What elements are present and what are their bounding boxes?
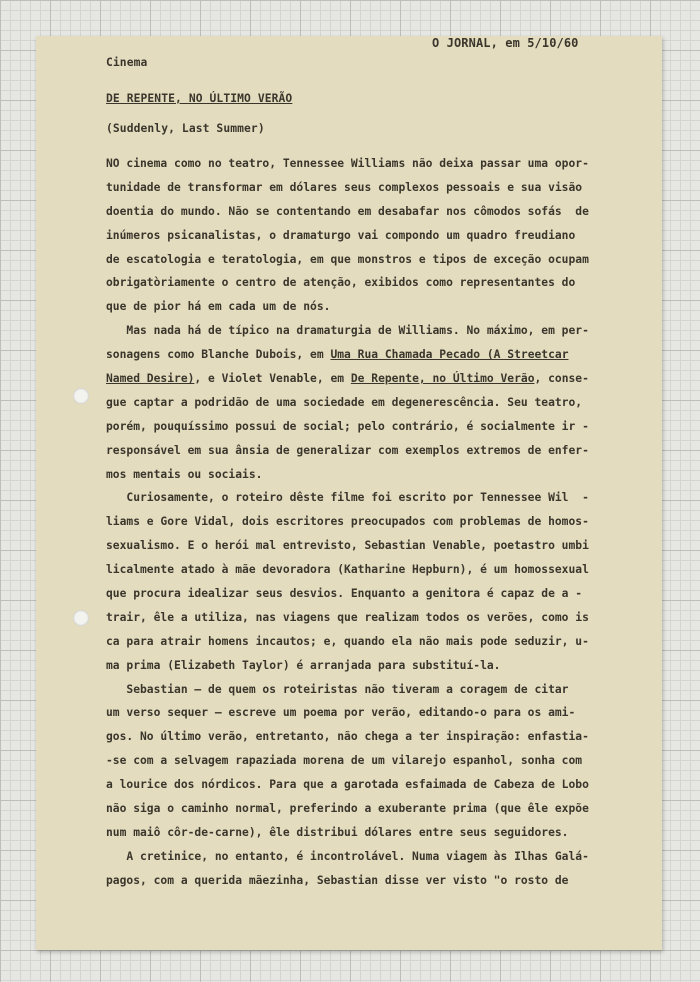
body-line — [106, 678, 646, 702]
body-text: não siga o caminho normal, preferindo a exuberante prima (que êle expõe — [106, 802, 589, 816]
body-line — [106, 224, 646, 248]
body-text: mos mentais ou sociais. — [106, 467, 263, 481]
body-line — [106, 558, 646, 582]
body-text: sonagens como Blanche Dubois, em — [106, 348, 331, 362]
body-line — [106, 749, 646, 773]
body-line — [106, 415, 646, 439]
body-text: licalmente atado à mãe devoradora (Katharine Hepburn), é um homossexual — [106, 563, 589, 577]
body-line — [106, 439, 646, 463]
body-line — [106, 176, 646, 200]
body-line — [106, 248, 646, 272]
underlined-film-title: De Repente, no Último Verão — [350, 372, 535, 386]
punch-hole — [73, 388, 89, 404]
body-line — [106, 701, 646, 725]
body-text: trair, êle a utiliza, nas viagens que realizam todos os verões, como is — [106, 610, 589, 624]
body-line — [106, 295, 646, 319]
body-text: doentia do mundo. Não se contentando em desabafar nos cômodos sofás de — [106, 204, 589, 218]
body-line — [106, 200, 646, 224]
body-line — [106, 630, 646, 654]
body-text: obrigatòriamente o centro de atenção, exibidos como representantes do — [106, 276, 576, 290]
body-line — [106, 367, 646, 391]
body-text: Sebastian — de quem os roteiristas não tiveram a coragem de citar — [106, 682, 569, 696]
newspaper-date-header: O JORNAL, em 5/10/60 — [432, 36, 579, 50]
body-text: liams e Gore Vidal, dois escritores preocupados com problemas de homos- — [106, 515, 589, 529]
body-line — [106, 271, 646, 295]
body-text: de escatologia e teratologia, em que monstros e tipos de exceção ocupam — [106, 252, 589, 266]
body-line — [106, 152, 646, 176]
original-title: (Suddenly, Last Summer) — [106, 122, 265, 135]
body-text: pagos, com a querida mãezinha, Sebastian disse ver visto "o rosto de — [106, 873, 569, 887]
body-text: , e Violet Venable, em — [194, 372, 351, 386]
body-text: gos. No último verão, entretanto, não chega a ter inspiração: enfastia- — [106, 730, 589, 744]
body-line — [106, 821, 646, 845]
body-text: que procura idealizar seus desvios. Enquanto a genitora é capaz de a - — [106, 587, 583, 601]
body-line — [106, 797, 646, 821]
underlined-film-title: Uma Rua Chamada Pecado (A Streetcar — [330, 348, 569, 362]
body-text: , conse- — [534, 372, 589, 386]
body-text: responsável em sua ânsia de generalizar com exemplos extremos de enfer- — [106, 443, 589, 457]
body-text: Mas nada há de típico na dramaturgia de Williams. No máximo, em per- — [106, 324, 589, 338]
punch-hole — [73, 610, 89, 626]
body-line — [106, 654, 646, 678]
section-label: Cinema — [106, 56, 148, 69]
body-line — [106, 773, 646, 797]
body-text: que de pior há em cada um de nós. — [106, 300, 331, 314]
body-text: NO cinema como no teatro, Tennessee Williams não deixa passar uma opor- — [106, 157, 589, 170]
body-text: inúmeros psicanalistas, o dramaturgo vai compondo um quadro freudiano — [106, 228, 576, 242]
body-line — [106, 510, 646, 534]
typed-page — [36, 36, 662, 950]
body-text: Curiosamente, o roteiro dêste filme foi escrito por Tennessee Wil - — [106, 491, 589, 505]
body-text: sexualismo. E o herói mal entrevisto, Sebastian Venable, poetastro umbi — [106, 539, 589, 553]
body-text: ca para atrair homens incautos; e, quando ela não mais pode seduzir, u- — [106, 634, 589, 648]
body-text: um verso sequer — escreve um poema por verão, editando-o para os ami- — [106, 706, 576, 720]
body-line — [106, 606, 646, 630]
body-text: porém, pouquíssimo possui de social; pelo contrário, é socialmente ir - — [106, 419, 589, 433]
body-text: -se com a selvagem rapaziada morena de um vilarejo espanhol, sonha com — [106, 754, 583, 768]
body-text: A cretinice, no entanto, é incontrolável. Numa viagem às Ilhas Galá- — [106, 849, 589, 863]
body-line — [106, 869, 646, 893]
body-line — [106, 534, 646, 558]
body-line — [106, 319, 646, 343]
body-line — [106, 463, 646, 487]
body-line — [106, 582, 646, 606]
article-body — [106, 152, 646, 893]
body-line — [106, 486, 646, 510]
body-line — [106, 725, 646, 749]
body-text: ma prima (Elizabeth Taylor) é arranjada para substituí-la. — [106, 658, 501, 672]
underlined-film-title: Named Desire) — [106, 372, 195, 386]
body-line — [106, 845, 646, 869]
body-text: a lourice dos nórdicos. Para que a garotada esfaimada de Cabeza de Lobo — [106, 778, 589, 792]
body-text: tunidade de transformar em dólares seus complexos pessoais e sua visão — [106, 180, 583, 194]
article-title: DE REPENTE, NO ÚLTIMO VERÃO — [106, 92, 293, 105]
body-line — [106, 343, 646, 367]
body-text: gue captar a podridão de uma sociedade em degenerescência. Seu teatro, — [106, 395, 583, 409]
body-text: num maiô côr-de-carne), êle distribui dólares entre seus seguidores. — [106, 825, 569, 839]
body-line — [106, 391, 646, 415]
